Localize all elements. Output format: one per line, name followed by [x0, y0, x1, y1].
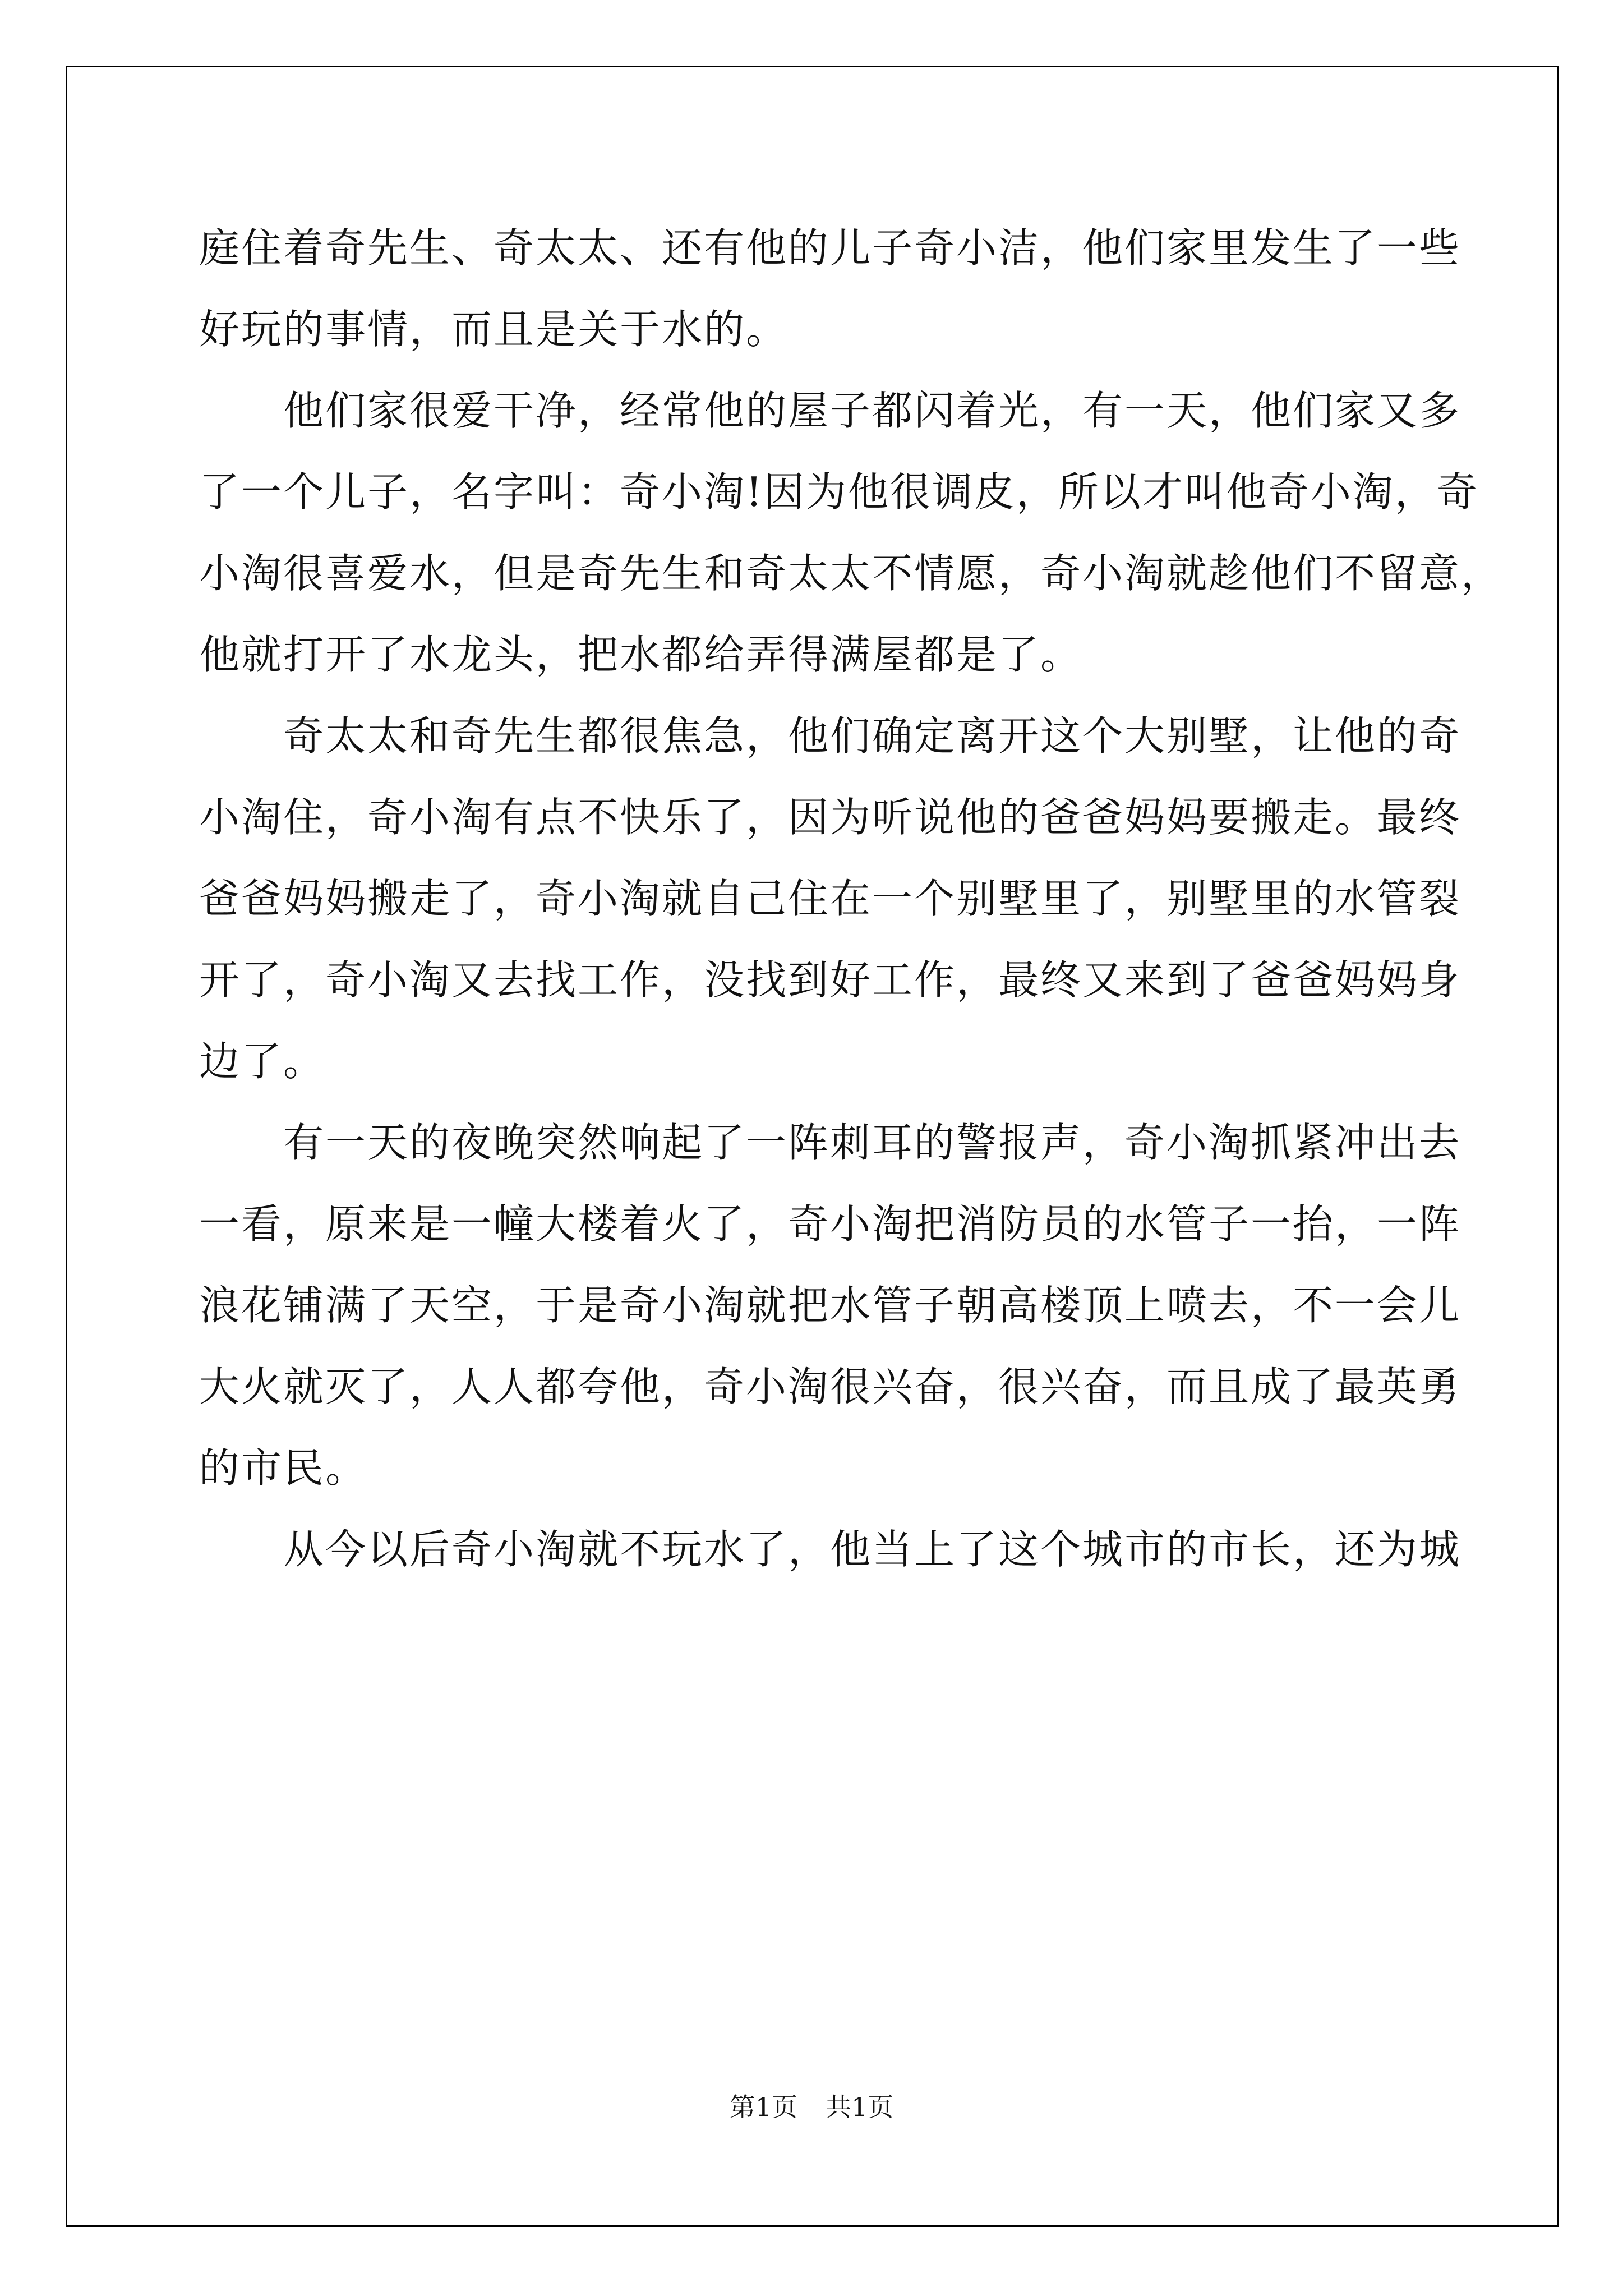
text-line: 小淘住，奇小淘有点不快乐了，因为听说他的爸爸妈妈要搬走。最终 [199, 794, 1461, 841]
text-line: 从今以后奇小淘就不玩水了，他当上了这个城市的市长，还为城 [199, 1526, 1461, 1573]
text-line: 开了，奇小淘又去找工作，没找到好工作，最终又来到了爸爸妈妈身 [199, 956, 1461, 1004]
text-line: 有一天的夜晚突然响起了一阵刺耳的警报声，奇小淘抓紧冲出去 [199, 1119, 1461, 1166]
text-line: 爸爸妈妈搬走了，奇小淘就自己住在一个别墅里了，别墅里的水管裂 [199, 875, 1461, 922]
text-line: 的市民。 [199, 1444, 368, 1492]
text-line: 他就打开了水龙头，把水都给弄得满屋都是了。 [199, 631, 1083, 678]
text-line: 大火就灭了，人人都夸他，奇小淘很兴奋，很兴奋，而且成了最英勇 [199, 1363, 1461, 1410]
page-number: 第1页 [729, 2092, 797, 2122]
text-line: 他们家很爱干净，经常他的屋子都闪着光，有一天，他们家又多 [199, 387, 1461, 434]
text-line: 边了。 [199, 1038, 326, 1085]
text-line: 奇太太和奇先生都很焦急，他们确定离开这个大别墅，让他的奇 [199, 712, 1461, 760]
text-line: 了一个儿子，名字叫：奇小淘!因为他很调皮，所以才叫他奇小淘，奇 [199, 468, 1479, 516]
text-line: 庭住着奇先生、奇太太、还有他的儿子奇小洁，他们家里发生了一些 [199, 224, 1461, 272]
text-line: 一看，原来是一幢大楼着火了，奇小淘把消防员的水管子一抬，一阵 [199, 1200, 1461, 1248]
text-line: 好玩的事情，而且是关于水的。 [199, 306, 789, 353]
document-body [199, 208, 1504, 1590]
text-line: 浪花铺满了天空，于是奇小淘就把水管子朝高楼顶上喷去，不一会儿 [199, 1282, 1461, 1329]
text-line: 小淘很喜爱水，但是奇先生和奇太太不情愿，奇小淘就趁他们不留意， [199, 550, 1504, 597]
page-total: 共1页 [826, 2092, 894, 2122]
page-footer [0, 2087, 1623, 2124]
